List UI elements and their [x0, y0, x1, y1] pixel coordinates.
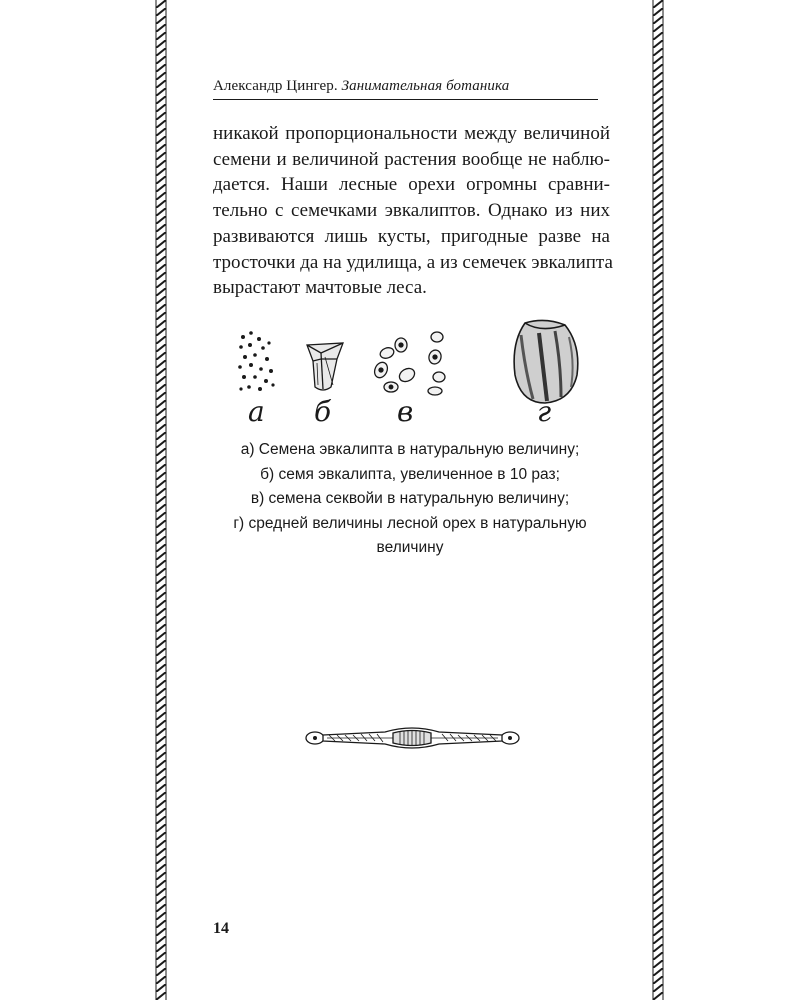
figure-caption [205, 438, 615, 561]
page-number: 14 [213, 920, 229, 937]
body-line: семени и величиной растения вообще не наблю- [213, 148, 610, 170]
caption-line: б) семя эвкалипта, увеличенное в 10 раз; [260, 465, 560, 483]
eucalyptus-seeds-drawing [238, 331, 274, 391]
eucalyptus-seed-magnified-drawing [307, 343, 343, 390]
sequoia-seeds-drawing [372, 332, 445, 395]
right-rope-border [652, 0, 664, 1000]
figure-label-a: а [248, 395, 265, 428]
body-line: развиваются лишь кусты, пригодные разве на [213, 225, 610, 247]
body-paragraph [213, 121, 613, 301]
caption-line: а) Семена эвкалипта в натуральную величину; [240, 441, 580, 458]
decorative-ornament [305, 722, 520, 754]
hazelnut-drawing [514, 320, 578, 403]
caption-line: в) семена секвойи в натуральную величину; [250, 490, 570, 507]
header-author: Александр Цингер. [213, 78, 338, 94]
body-line: тельно с семечками эвкалиптов. Однако из них [213, 200, 610, 222]
figure-label-v: в [397, 395, 414, 428]
body-line: вырастают мачтовые леса. [213, 277, 427, 299]
body-line: дается. Наши лесные орехи огромны сравни- [213, 174, 610, 196]
body-line: тросточки да на удилища, а из семечек эвкалипта [213, 251, 613, 273]
figure-label-b: б [314, 395, 332, 428]
running-header [213, 78, 598, 100]
figure-label-g: г [537, 395, 552, 428]
body-line: никакой пропорциональности между величиной [213, 123, 610, 144]
caption-line: величину [376, 539, 444, 556]
left-rope-border [155, 0, 167, 1000]
caption-line: г) средней величины лесной орех в натуральную [233, 514, 587, 532]
header-book-title: Занимательная ботаника [341, 78, 510, 94]
